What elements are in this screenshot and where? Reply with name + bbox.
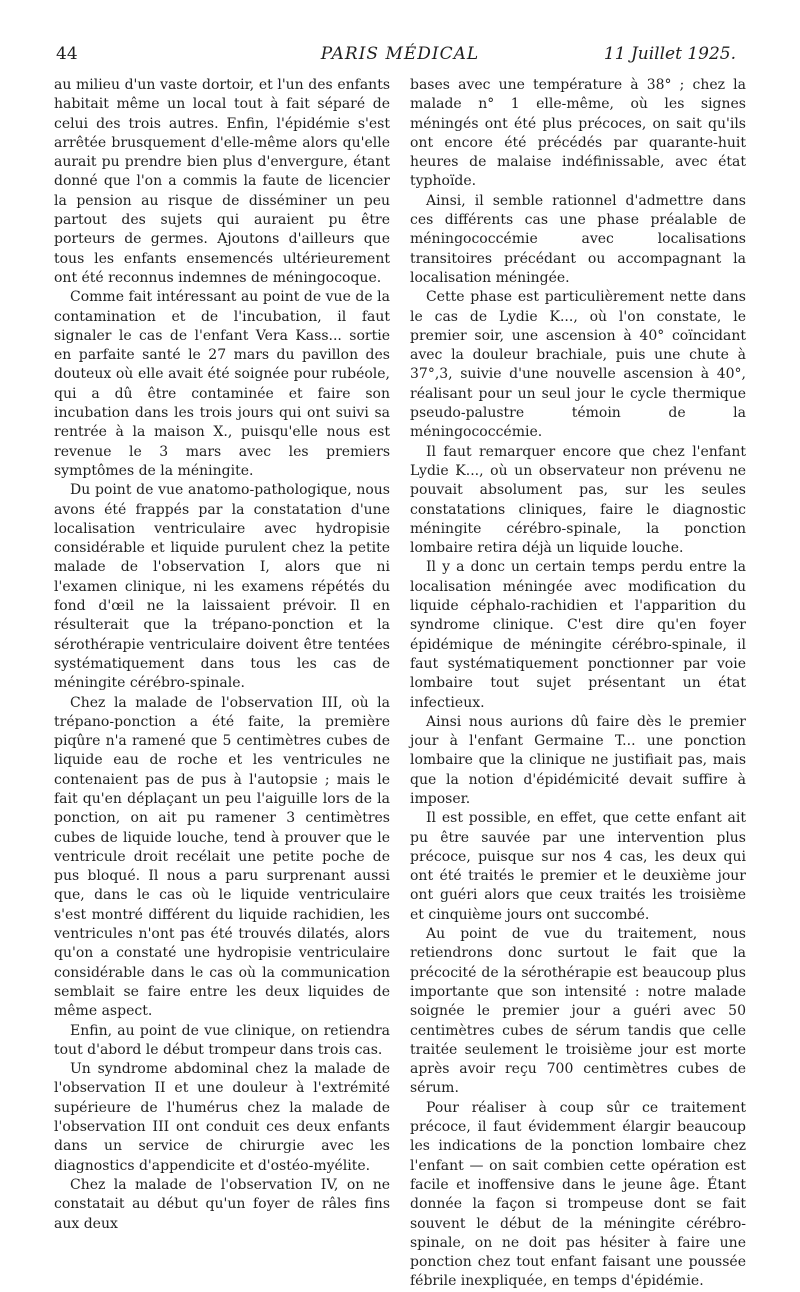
paragraph: Pour réaliser à coup sûr ce traitement précoce, il faut évidemment élargir beaucoup les indications de la ponction lombaire chez l'enfant — on sait combien cette opération est facile et inoffensive dans le jeune âge. Étant donnée la façon si trompeuse dont se fait souvent le début de la méningite cérébro-spinale, on ne doit pas hésiter à faire une ponction chez tout enfant faisant une poussée fébrile inexpliquée, en temps d'épidémie. <box>410 1099 746 1290</box>
right-column <box>410 76 746 1292</box>
paragraph: Du point de vue anatomo-pathologique, nous avons été frappés par la constatation d'une localisation ventriculaire avec hydropisie considérable et liquide purulent chez la petite malade de l'observation I, alors que ni l'examen clinique, ni les examens répétés du fond d'œil ne la laissaient prévoir. Il en résulterait que la trépano-ponction et la sérothérapie ventriculaire doivent être tentées systématiquement dans tous les cas de méningite cérébro-spinale. <box>54 482 390 692</box>
paragraph: bases avec une température à 38° ; chez la malade n° 1 elle-même, où les signes méningés ont été plus précoces, on sait qu'ils ont encore été précédés par quarante-huit heures de malaise indéfinissable, avec état typhoïde. <box>410 77 746 190</box>
paragraph: Il est possible, en effet, que cette enfant ait pu être sauvée par une intervention plus précoce, puisque sur nos 4 cas, les deux qui ont été traités le premier et le deuxième jour ont guéri alors que ceux traités les troisième et cinquième jours ont succombé. <box>410 810 746 923</box>
paragraph: Chez la malade de l'observation III, où la trépano-ponction a été faite, la première piqûre n'a ramené que 5 centimètres cubes de liquide eau de roche et les ventricules ne contenaient pas de pus à l'autopsie ; mais le fait qu'en déplaçant un peu l'aiguille lors de la ponction, on ait pu ramener 3 centimètres cubes de liquide louche, tend à prouver que le ventricule droit recélait une petite poche de pus bloqué. Il nous a paru surprenant aussi que, dans le cas où le liquide ventriculaire s'est montré différent du liquide rachidien, les ventricules n'ont pas été trouvés dilatés, alors qu'on a constaté une hydropisie ventriculaire considérable dans le cas où la communication semblait se faire entre les deux liquides de même aspect. <box>54 694 390 1020</box>
paragraph: Ainsi, il semble rationnel d'admettre dans ces différents cas une phase préalable de méningococcémie avec localisations transitoires précédant ou accompagnant la localisation méningée. <box>410 192 746 286</box>
paragraph: Au point de vue du traitement, nous retiendrons donc surtout le fait que la précocité de la sérothérapie est beaucoup plus importante que son intensité : notre malade soignée le premier jour a guéri avec 50 centimètres cubes de sérum tandis que celle traitée seulement le troisième jour est morte après avoir reçu 700 centimètres cubes de sérum. <box>410 926 746 1097</box>
paragraph: Enfin, au point de vue clinique, on retiendra tout d'abord le début trompeur dans trois cas. <box>54 1022 390 1058</box>
paragraph: au milieu d'un vaste dortoir, et l'un des enfants habitait même un local tout à fait séparé de celui des trois autres. Enfin, l'épidémie s'est arrêtée brusquement d'elle-même alors qu'elle aurait pu prendre bien plus d'envergure, étant donné que l'on a commis la faute de licencier la pension au risque de disséminer un peu partout des sujets qui auraient pu être porteurs de germes. Ajoutons d'ailleurs que tous les enfants ensemencés ultérieurement ont été reconnus indemnes de méningocoque. <box>54 77 390 286</box>
page-header <box>0 40 800 70</box>
paragraph: Un syndrome abdominal chez la malade de l'observation II et une douleur à l'extrémité supérieure de l'humérus chez la malade de l'observation III ont conduit ces deux enfants dans un service de chirurgie avec les diagnostics d'appendicite et d'ostéo-myélite. <box>54 1061 390 1174</box>
journal-title: PARIS MÉDICAL <box>320 44 480 64</box>
paragraph: Il faut remarquer encore que chez l'enfant Lydie K..., où un observateur non prévenu ne pouvait absolument pas, sur les seules constatations cliniques, faire le diagnostic méningite cérébro-spinale, la ponction lombaire retira déjà un liquide louche. <box>410 443 746 557</box>
paragraph: Ainsi nous aurions dû faire dès le premier jour à l'enfant Germaine T... une ponction lombaire que la clinique ne justifiait pas, mais que la notion d'épidémicité devait suffire à imposer. <box>410 713 746 807</box>
page-number: 44 <box>56 44 78 64</box>
paragraph: Cette phase est particulièrement nette dans le cas de Lydie K..., où l'on constate, le premier soir, une ascension à 40° coïncidant avec la douleur brachiale, puis une chute à 37°,3, suivie d'une nouvelle ascension à 40°, réalisant pour un seul jour le cycle thermique pseudo-palustre témoin de la méningococcémie. <box>410 289 746 441</box>
paragraph: Il y a donc un certain temps perdu entre la localisation méningée avec modification du liquide céphalo-rachidien et l'apparition du syndrome clinique. C'est dire qu'en foyer épidémique de méningite cérébro-spinale, il faut systématiquement ponctionner par voie lombaire tout sujet présentant un état infectieux. <box>410 559 746 711</box>
paragraph: Chez la malade de l'observation IV, on ne constatait au début qu'un foyer de râles fins aux deux <box>54 1176 390 1232</box>
paragraph: Comme fait intéressant au point de vue de la contamination et de l'incubation, il faut signaler le cas de l'enfant Vera Kass... sortie en parfaite santé le 27 mars du pavillon des douteux où elle avait été soignée pour rubéole, qui a dû être contaminée et faire son incubation dans les trois jours qui ont suivi sa rentrée à la maison X., puisqu'elle nous est revenue le 3 mars avec les premiers symptômes de la méningite. <box>54 289 390 479</box>
issue-date: 11 Juillet 1925. <box>603 44 736 64</box>
left-column <box>54 76 390 1234</box>
